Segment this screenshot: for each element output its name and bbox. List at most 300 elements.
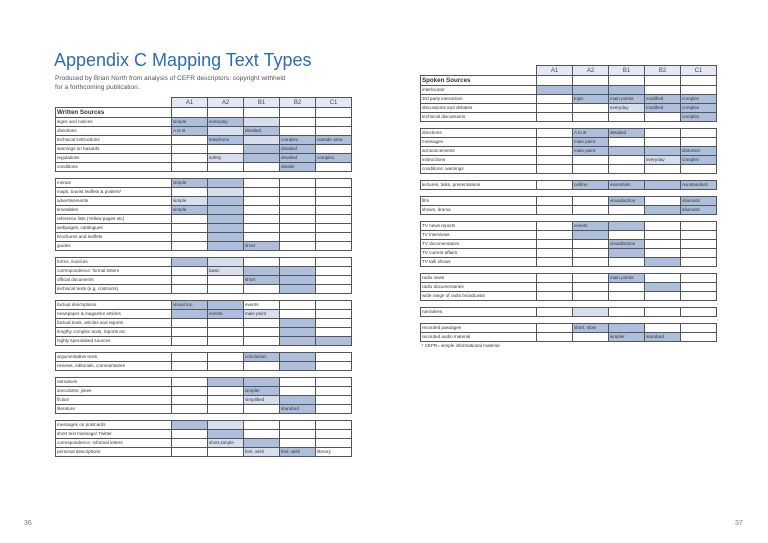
level-cell-c1 <box>316 285 352 294</box>
level-cell-b2 <box>280 276 316 285</box>
level-header-a2: A2 <box>208 98 244 108</box>
section-heading-cell <box>573 76 609 86</box>
level-cell-b1 <box>609 308 645 317</box>
level-cell-b2 <box>280 421 316 430</box>
table-row <box>56 136 352 145</box>
text-type-label: maps, tourist leaflets & posters* <box>56 188 172 197</box>
level-cell-a1: visual too <box>172 301 208 310</box>
level-cell-a2 <box>208 430 244 439</box>
text-type-label: shows, drama <box>421 206 537 215</box>
level-cell-c1 <box>316 310 352 319</box>
group-spacer <box>421 174 717 181</box>
level-cell-b2 <box>645 206 681 215</box>
level-cell-c1 <box>316 319 352 328</box>
text-type-label: 3rd party interaction <box>421 95 537 104</box>
level-cell-a1 <box>172 353 208 362</box>
section-heading-cell <box>244 108 280 118</box>
level-cell-a1 <box>172 421 208 430</box>
section-heading-cell <box>645 76 681 86</box>
table-row <box>421 222 717 231</box>
level-cell-a2: short, slow <box>573 324 609 333</box>
table-row <box>421 165 717 174</box>
level-cell-c1 <box>681 240 717 249</box>
level-cell-b1 <box>244 430 280 439</box>
level-cell-a2: A to B <box>573 129 609 138</box>
level-cell-a1 <box>537 283 573 292</box>
subtitle-line-1: Produced by Brian North from analysis of CEFR descriptors: copyright withheld <box>55 75 286 82</box>
level-cell-c1 <box>316 163 352 172</box>
level-cell-b1: simpler <box>244 387 280 396</box>
level-cell-a2 <box>573 240 609 249</box>
level-cell-b1: feel, wish <box>244 448 280 457</box>
level-cell-b1 <box>244 154 280 163</box>
level-cell-c1 <box>316 267 352 276</box>
level-cell-b2 <box>280 127 316 136</box>
level-cell-a2 <box>573 292 609 301</box>
level-cell-b2 <box>645 258 681 267</box>
header-spacer <box>56 98 172 108</box>
level-cell-a2 <box>208 163 244 172</box>
level-cell-b1 <box>244 197 280 206</box>
level-cell-a1 <box>537 147 573 156</box>
level-cell-b2 <box>280 328 316 337</box>
group-spacer <box>56 414 352 421</box>
table-row <box>56 405 352 414</box>
table-row <box>421 308 717 317</box>
table-row <box>56 439 352 448</box>
group-spacer <box>56 346 352 353</box>
table-row <box>56 337 352 346</box>
level-cell-a2 <box>208 319 244 328</box>
level-cell-b1 <box>244 163 280 172</box>
text-type-label: radio news <box>421 274 537 283</box>
group-spacer-cell <box>56 172 352 179</box>
text-type-label: TV documentaries <box>421 240 537 249</box>
level-cell-b1 <box>609 206 645 215</box>
table-row <box>421 181 717 190</box>
level-cell-c1: idiomatic <box>681 206 717 215</box>
level-cell-a1 <box>537 249 573 258</box>
level-cell-a2 <box>208 242 244 251</box>
written-sources-body <box>56 98 352 457</box>
level-cell-c1 <box>316 378 352 387</box>
level-cell-a1 <box>537 165 573 174</box>
level-cell-a2 <box>208 337 244 346</box>
group-spacer-cell <box>421 267 717 274</box>
text-type-label: correspondence: informal letters <box>56 439 172 448</box>
level-cell-b2 <box>645 197 681 206</box>
level-cell-a2 <box>208 145 244 154</box>
level-cell-a1 <box>172 267 208 276</box>
text-type-label: discussions and debates <box>421 104 537 113</box>
level-cell-b1 <box>244 233 280 242</box>
level-cell-c1: distorted <box>681 147 717 156</box>
text-type-label: recorded passages <box>421 324 537 333</box>
level-cell-a2 <box>208 276 244 285</box>
level-cell-c1 <box>316 353 352 362</box>
level-cell-a1 <box>172 430 208 439</box>
level-cell-b1 <box>609 165 645 174</box>
level-header-b1: B1 <box>244 98 280 108</box>
level-cell-b1 <box>244 285 280 294</box>
level-cell-b2 <box>645 274 681 283</box>
text-type-label: lengthy complex texts, reports etc <box>56 328 172 337</box>
level-cell-b2 <box>280 362 316 371</box>
level-cell-a1 <box>172 285 208 294</box>
text-type-label: conditions, warnings <box>421 165 537 174</box>
level-cell-a2 <box>573 206 609 215</box>
table-row <box>56 430 352 439</box>
table-row <box>56 118 352 127</box>
level-cell-b2 <box>645 231 681 240</box>
group-spacer-cell <box>56 346 352 353</box>
level-cell-a1 <box>172 319 208 328</box>
level-cell-a2 <box>573 197 609 206</box>
level-cell-b2 <box>645 129 681 138</box>
level-cell-b2: complex <box>280 136 316 145</box>
table-row <box>421 283 717 292</box>
level-cell-b1 <box>244 179 280 188</box>
text-type-label: TV current affairs <box>421 249 537 258</box>
table-row <box>56 319 352 328</box>
group-spacer <box>421 215 717 222</box>
level-cell-c1 <box>316 362 352 371</box>
group-spacer-cell <box>421 174 717 181</box>
level-cell-b1 <box>609 113 645 122</box>
text-type-label: argumentative texts <box>56 353 172 362</box>
level-cell-b2 <box>645 165 681 174</box>
table-row <box>56 258 352 267</box>
level-cell-b2: modified <box>645 104 681 113</box>
level-cell-b1: visual/action <box>609 197 645 206</box>
level-cell-b2 <box>280 439 316 448</box>
level-cell-a2: telephone <box>208 136 244 145</box>
level-cell-c1 <box>316 233 352 242</box>
section-heading-row <box>421 76 717 86</box>
group-spacer-cell <box>421 122 717 129</box>
level-cell-c1: literary <box>316 448 352 457</box>
level-cell-a2: basic <box>208 267 244 276</box>
level-cell-b2: feel, wish <box>280 448 316 457</box>
level-cell-b2 <box>280 378 316 387</box>
text-type-label: conditions <box>56 163 172 172</box>
text-type-label: narratives <box>56 378 172 387</box>
text-type-label: directions <box>421 129 537 138</box>
level-cell-b1 <box>244 378 280 387</box>
group-spacer-cell <box>421 190 717 197</box>
level-cell-b2: standard <box>280 405 316 414</box>
level-cell-c1 <box>681 283 717 292</box>
level-cell-a2 <box>208 328 244 337</box>
text-type-label: short text message/ Twitter <box>56 430 172 439</box>
table-row <box>421 197 717 206</box>
level-cell-a1 <box>537 86 573 95</box>
level-cell-c1 <box>681 129 717 138</box>
level-cell-b1 <box>244 188 280 197</box>
level-cell-a1 <box>172 405 208 414</box>
level-cell-a2 <box>573 113 609 122</box>
level-cell-a2 <box>573 165 609 174</box>
group-spacer <box>421 122 717 129</box>
level-cell-a2 <box>573 86 609 95</box>
level-cell-a1 <box>537 156 573 165</box>
level-cell-a1 <box>172 233 208 242</box>
level-cell-a2 <box>208 215 244 224</box>
level-cell-a1 <box>172 242 208 251</box>
section-heading-cell <box>208 108 244 118</box>
text-type-label: TV interviews <box>421 231 537 240</box>
table-row <box>56 421 352 430</box>
table-row <box>421 138 717 147</box>
level-cell-b1 <box>244 145 280 154</box>
level-cell-a1 <box>172 328 208 337</box>
table-row <box>56 378 352 387</box>
level-cell-c1 <box>316 430 352 439</box>
table-row <box>56 387 352 396</box>
level-cell-a2 <box>208 206 244 215</box>
level-cell-b2 <box>280 233 316 242</box>
level-cell-b2 <box>280 118 316 127</box>
level-cell-b2: modified <box>645 95 681 104</box>
level-cell-a1 <box>537 240 573 249</box>
level-cell-c1 <box>316 188 352 197</box>
level-cell-b2 <box>280 319 316 328</box>
level-cell-a1: simple <box>172 197 208 206</box>
level-cell-a1 <box>172 448 208 457</box>
level-cell-c1 <box>316 337 352 346</box>
level-cell-b2 <box>280 197 316 206</box>
level-cell-a2 <box>573 231 609 240</box>
level-header-c1: C1 <box>316 98 352 108</box>
text-type-label: radio documentaries <box>421 283 537 292</box>
text-type-label: personal descriptions <box>56 448 172 457</box>
level-cell-b1: detailed <box>609 129 645 138</box>
level-cell-b1: visual/action <box>609 240 645 249</box>
level-cell-a1 <box>172 378 208 387</box>
level-cell-c1 <box>316 396 352 405</box>
section-heading-cell <box>316 108 352 118</box>
level-cell-a2: events <box>208 310 244 319</box>
level-cell-a1: A to B <box>172 127 208 136</box>
level-cell-a1 <box>172 387 208 396</box>
section-heading-cell <box>172 108 208 118</box>
table-row <box>56 179 352 188</box>
text-type-label: TV news reports <box>421 222 537 231</box>
level-cell-a2 <box>208 387 244 396</box>
text-type-label: signs and notices <box>56 118 172 127</box>
level-cell-b1: simpler <box>609 333 645 342</box>
level-cell-b1 <box>244 215 280 224</box>
table-row <box>56 154 352 163</box>
table-row <box>421 333 717 342</box>
level-cell-a1 <box>172 396 208 405</box>
level-cell-a1 <box>537 274 573 283</box>
table-row <box>421 156 717 165</box>
table-row <box>56 197 352 206</box>
level-cell-b2: everyday <box>645 156 681 165</box>
level-cell-a1 <box>172 136 208 145</box>
level-cell-b1 <box>244 118 280 127</box>
table-row <box>421 147 717 156</box>
level-cell-c1: idiomatic <box>681 197 717 206</box>
level-header-a1: A1 <box>537 66 573 76</box>
table-row <box>56 215 352 224</box>
level-cell-a1 <box>172 276 208 285</box>
table-row <box>56 267 352 276</box>
text-type-label: forms, invoices <box>56 258 172 267</box>
text-type-label: correspondence: formal letters <box>56 267 172 276</box>
level-cell-b1 <box>244 206 280 215</box>
level-cell-a1 <box>537 308 573 317</box>
level-cell-b1 <box>609 86 645 95</box>
level-cell-a1 <box>537 138 573 147</box>
group-spacer <box>421 317 717 324</box>
level-cell-a1: simple <box>172 206 208 215</box>
page-subtitle <box>55 74 315 92</box>
level-cell-b2 <box>280 224 316 233</box>
level-cell-a2 <box>208 285 244 294</box>
level-cell-b1 <box>609 231 645 240</box>
level-cell-b2: details <box>280 163 316 172</box>
written-sources-table <box>55 97 352 457</box>
text-type-label: regulations <box>56 154 172 163</box>
level-cell-c1 <box>316 145 352 154</box>
level-cell-b2 <box>645 292 681 301</box>
page-title: Appendix C Mapping Text Types <box>54 50 312 70</box>
level-cell-b1: essentials <box>609 181 645 190</box>
level-cell-c1: outside area <box>316 136 352 145</box>
table-row <box>421 129 717 138</box>
group-spacer-cell <box>56 251 352 258</box>
group-spacer-cell <box>56 294 352 301</box>
level-cell-a2 <box>208 233 244 242</box>
level-header-b2: B2 <box>280 98 316 108</box>
level-cell-a2 <box>208 353 244 362</box>
text-type-label: timetables <box>56 206 172 215</box>
level-cell-b1 <box>244 328 280 337</box>
level-cell-a1 <box>537 129 573 138</box>
level-cell-a1 <box>537 292 573 301</box>
level-cell-b2 <box>645 249 681 258</box>
page-number-right: 37 <box>735 520 743 527</box>
level-cell-a2 <box>573 308 609 317</box>
level-cell-c1 <box>681 138 717 147</box>
level-cell-b1 <box>609 222 645 231</box>
level-cell-c1 <box>316 197 352 206</box>
text-type-label: instructions <box>421 156 537 165</box>
level-cell-b2 <box>645 283 681 292</box>
table-row <box>421 274 717 283</box>
level-cell-b1 <box>609 258 645 267</box>
level-cell-a1 <box>172 439 208 448</box>
level-cell-b2 <box>280 301 316 310</box>
level-cell-b1 <box>244 319 280 328</box>
level-cell-b2 <box>280 188 316 197</box>
level-cell-c1 <box>316 328 352 337</box>
level-cell-b2 <box>280 206 316 215</box>
table-row <box>56 448 352 457</box>
level-cell-a2 <box>208 448 244 457</box>
level-cell-b1 <box>609 138 645 147</box>
text-type-label: film <box>421 197 537 206</box>
text-type-label: webpages, catalogues <box>56 224 172 233</box>
level-cell-a1 <box>537 333 573 342</box>
level-cell-c1 <box>316 439 352 448</box>
level-cell-a1 <box>537 258 573 267</box>
level-cell-c1 <box>316 179 352 188</box>
level-cell-b2 <box>280 310 316 319</box>
level-cell-b1: events <box>244 301 280 310</box>
level-cell-a2 <box>573 249 609 258</box>
level-cell-b2 <box>280 430 316 439</box>
level-cell-c1 <box>681 258 717 267</box>
level-cell-b1 <box>609 147 645 156</box>
level-cell-b2 <box>645 181 681 190</box>
footnote: * CEFR= simple informational material <box>421 343 500 348</box>
table-row <box>56 163 352 172</box>
group-spacer <box>56 251 352 258</box>
group-spacer-cell <box>56 371 352 378</box>
level-cell-b1: main points <box>609 274 645 283</box>
level-cell-b2 <box>280 215 316 224</box>
level-cell-b1 <box>244 421 280 430</box>
level-cell-c1 <box>681 292 717 301</box>
level-header-a2: A2 <box>573 66 609 76</box>
table-row <box>56 127 352 136</box>
level-header-c1: C1 <box>681 66 717 76</box>
text-type-label: announcements <box>421 147 537 156</box>
level-header-row <box>56 98 352 108</box>
level-cell-b2 <box>645 86 681 95</box>
level-cell-b1: conclusion <box>244 353 280 362</box>
section-heading-cell <box>681 76 717 86</box>
text-type-label: messages on postcards <box>56 421 172 430</box>
level-cell-b2 <box>280 396 316 405</box>
level-cell-a2 <box>208 421 244 430</box>
level-cell-a2: everyday <box>208 118 244 127</box>
level-cell-a2 <box>208 301 244 310</box>
group-spacer-cell <box>421 317 717 324</box>
level-cell-a2 <box>208 378 244 387</box>
spoken-sources-body <box>421 66 717 351</box>
level-cell-a1 <box>537 206 573 215</box>
group-spacer <box>56 294 352 301</box>
group-spacer <box>421 267 717 274</box>
text-type-label: interlocutor <box>421 86 537 95</box>
table-row <box>56 362 352 371</box>
level-cell-b1 <box>244 337 280 346</box>
text-type-label: factual texts, articles and reports <box>56 319 172 328</box>
level-cell-c1 <box>316 206 352 215</box>
level-cell-a1 <box>172 154 208 163</box>
table-row <box>56 328 352 337</box>
level-cell-a1 <box>172 145 208 154</box>
text-type-label: reviews, editorials, commentaries <box>56 362 172 371</box>
section-heading: Written Sources <box>56 108 172 118</box>
level-cell-c1: complex <box>316 154 352 163</box>
level-cell-c1: complex <box>681 113 717 122</box>
text-type-label: technical texts (e.g. contracts) <box>56 285 172 294</box>
group-spacer-cell <box>421 215 717 222</box>
text-type-label: TV talk shows <box>421 258 537 267</box>
level-cell-b1 <box>244 224 280 233</box>
table-row <box>56 145 352 154</box>
level-cell-b1 <box>244 439 280 448</box>
level-cell-a2 <box>208 127 244 136</box>
level-cell-a1: simple <box>172 179 208 188</box>
table-row <box>56 396 352 405</box>
table-row <box>56 353 352 362</box>
